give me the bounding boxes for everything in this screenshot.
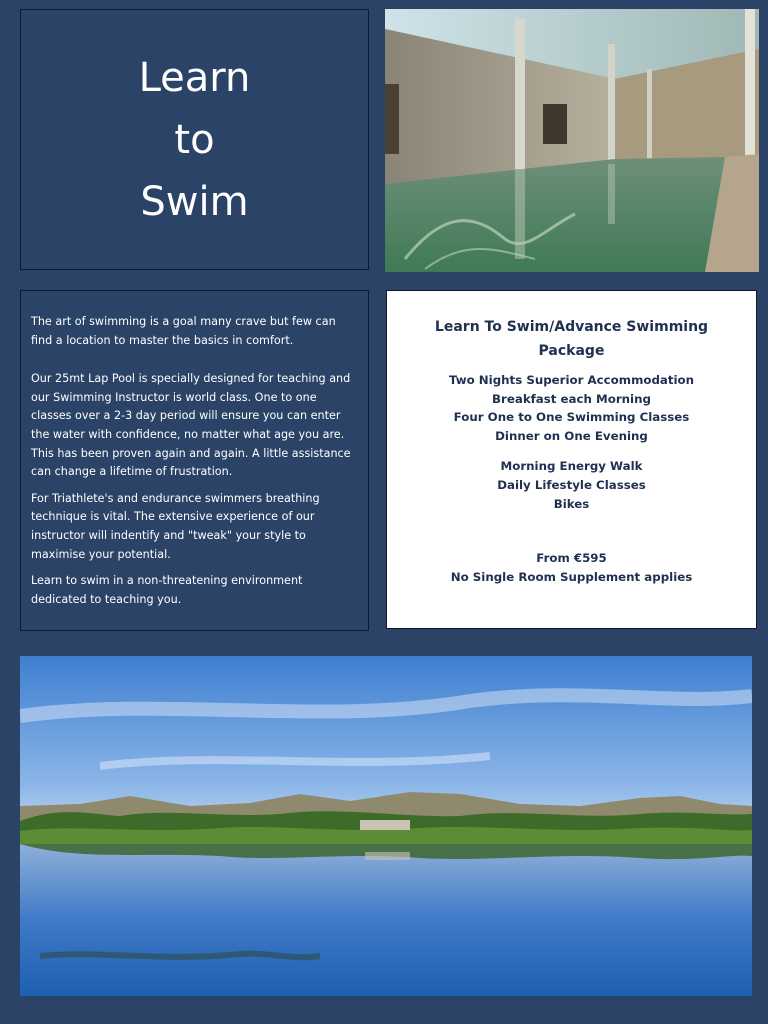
description-paragraph-4: Learn to swim in a non-threatening environment dedicated to teaching you. — [31, 574, 303, 606]
description-box — [20, 290, 369, 631]
title-line-1: Learn — [138, 54, 251, 101]
package-box — [386, 290, 757, 629]
pool-photo-illustration — [385, 9, 759, 272]
description-paragraph-2: Our 25mt Lap Pool is specially designed for teaching and our Swimming Instructor is world class. One to one classes over a 2-3 day period will ensure you can enter the water with confidence, no matter what age you are. This has been proven again and again. A little assistance can change a lifetime of frustration. — [31, 372, 351, 479]
package-note: No Single Room Supplement applies — [450, 569, 693, 584]
package-item: Breakfast each Morning — [492, 391, 651, 406]
package-item: Dinner on One Evening — [495, 428, 648, 443]
package-item: Daily Lifestyle Classes — [497, 477, 646, 492]
description-paragraph-3: For Triathlete's and endurance swimmers breathing technique is vital. The extensive experience of our instructor will indentify and "tweak" your style to maximise your potential. — [31, 491, 320, 561]
package-item: Morning Energy Walk — [500, 459, 643, 474]
lake-photo — [20, 656, 752, 996]
pool-photo — [385, 9, 759, 272]
title-line-2: to — [174, 116, 215, 163]
package-price: From €595 — [536, 551, 607, 566]
package-title: Learn To Swim/Advance Swimming Package — [434, 319, 709, 359]
title-line-3: Swim — [140, 178, 249, 225]
package-item: Bikes — [553, 496, 590, 511]
lake-photo-illustration — [20, 656, 752, 996]
package-inclusions — [387, 371, 756, 445]
package-item: Two Nights Superior Accommodation — [448, 373, 695, 387]
title-box — [20, 9, 369, 270]
description-paragraph-1: The art of swimming is a goal many crave but few can find a location to master the basics in comfort. — [31, 315, 336, 347]
package-extras — [387, 457, 756, 513]
package-item: Four One to One Swimming Classes — [453, 410, 690, 425]
package-pricing — [387, 549, 756, 586]
